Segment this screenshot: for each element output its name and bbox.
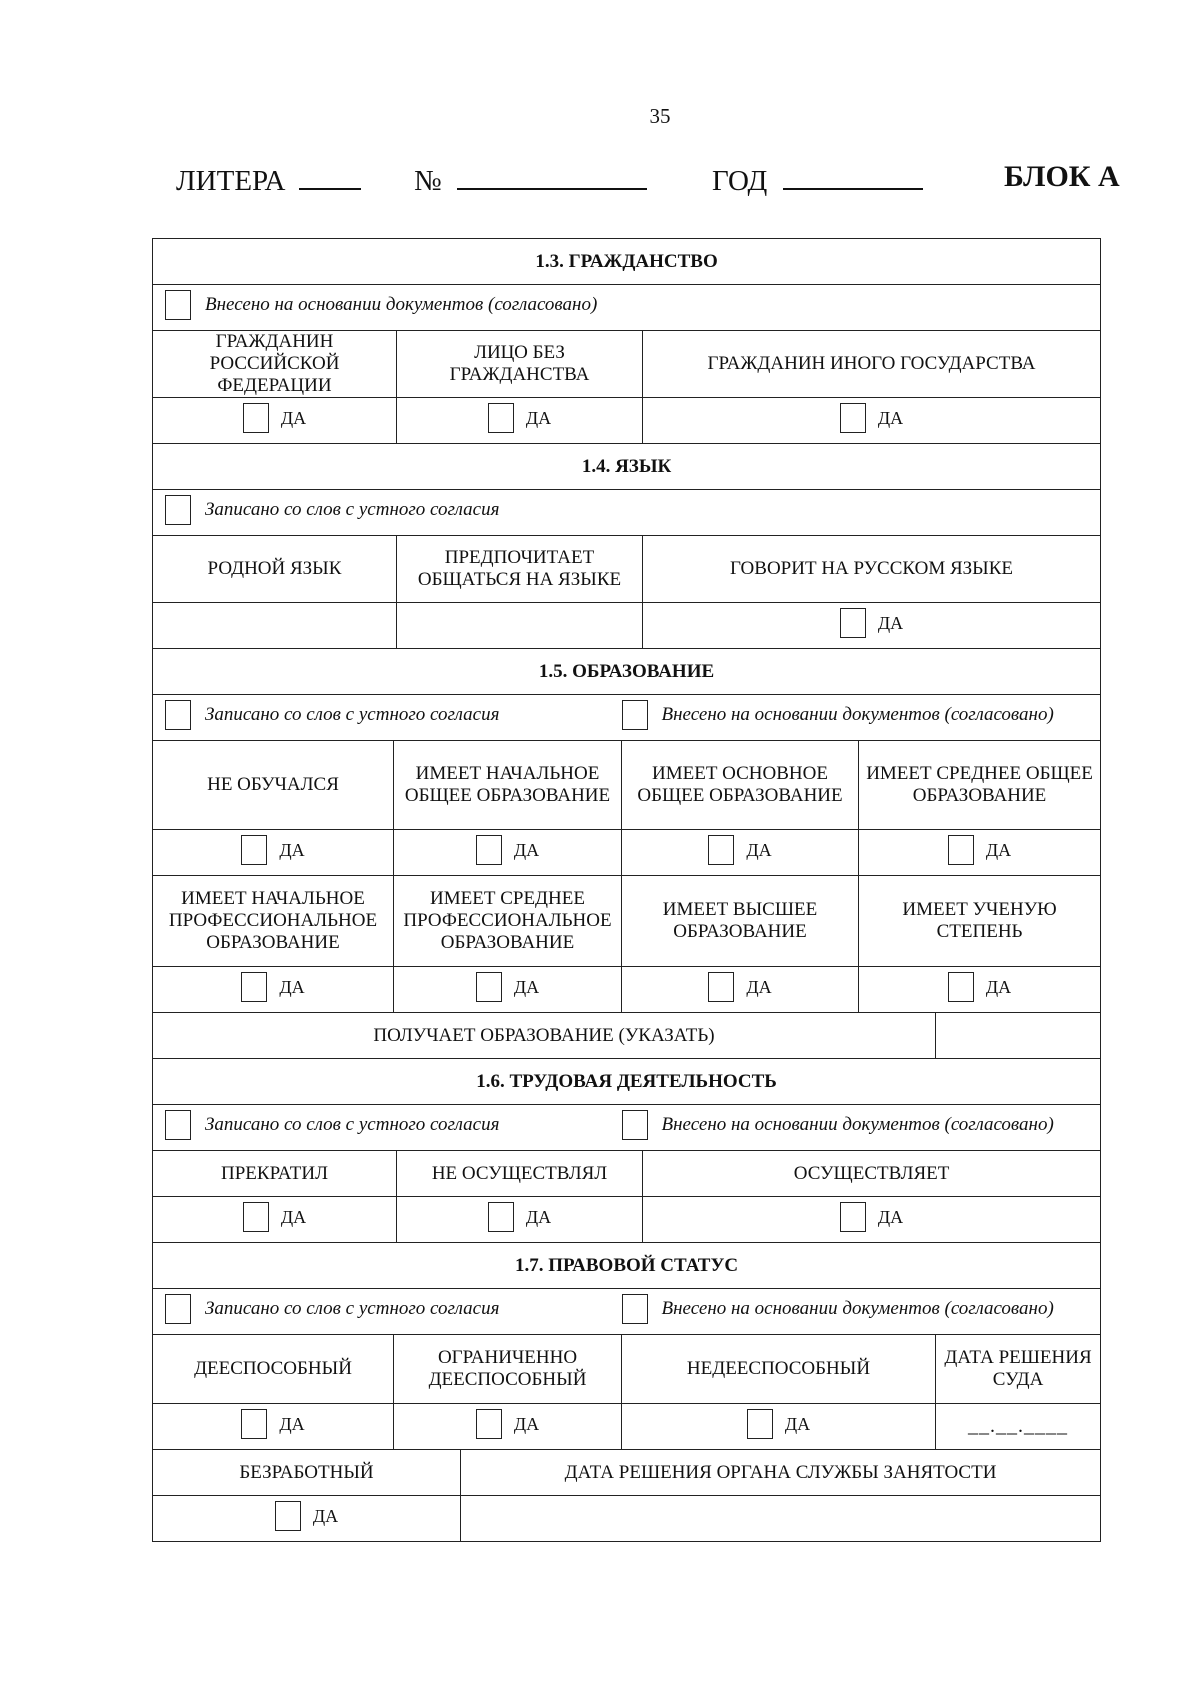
yes-label: ДА: [746, 839, 772, 860]
yes-label: ДА: [279, 976, 305, 997]
education-oral-cell: [153, 695, 622, 741]
employment-service-date-input[interactable]: [461, 1496, 1101, 1542]
legal-status-oral-checkbox[interactable]: [165, 1294, 191, 1324]
higher-education-yes-cell: [622, 967, 859, 1013]
option-russian-citizen: ГРАЖДАНИН РОССИЙСКОЙ ФЕДЕРАЦИИ: [153, 331, 397, 398]
language-oral-checkbox[interactable]: [165, 495, 191, 525]
speaks-russian-yes-cell: [643, 603, 1101, 649]
preferred-language-input[interactable]: [397, 603, 643, 649]
higher-education-yes-checkbox[interactable]: [708, 972, 734, 1002]
litera-label: ЛИТЕРА: [176, 165, 286, 197]
employment-documents-cell: [622, 1105, 1101, 1151]
basic-general-yes-cell: [622, 830, 859, 876]
citizenship-documents-note: Внесено на основании документов (согласовано): [205, 293, 598, 315]
legally-capable-yes-cell: [153, 1404, 394, 1450]
preferred-language-header: ПРЕДПОЧИТАЕТ ОБЩАТЬСЯ НА ЯЗЫКЕ: [397, 536, 643, 603]
option-working: ОСУЩЕСТВЛЯЕТ: [643, 1151, 1101, 1197]
yes-label: ДА: [877, 1206, 904, 1227]
yes-label: ДА: [985, 976, 1012, 997]
yes-label: ДА: [513, 976, 540, 997]
court-decision-date-header: ДАТА РЕШЕНИЯ СУДА: [936, 1335, 1101, 1404]
year-field: [712, 160, 923, 198]
employment-oral-note: Записано со слов с устного согласия: [205, 1113, 500, 1135]
employment-documents-note: Внесено на основании документов (согласовано): [661, 1113, 1054, 1135]
citizenship-documents-checkbox[interactable]: [165, 290, 191, 320]
academic-degree-yes-checkbox[interactable]: [948, 972, 974, 1002]
language-oral-row: [153, 490, 1101, 536]
academic-degree-yes-cell: [859, 967, 1101, 1013]
native-language-header: РОДНОЙ ЯЗЫК: [153, 536, 397, 603]
primary-vocational-yes-cell: [153, 967, 394, 1013]
yes-label: ДА: [513, 839, 540, 860]
education-oral-checkbox[interactable]: [165, 700, 191, 730]
document-header: [0, 160, 1200, 204]
basic-general-yes-checkbox[interactable]: [708, 835, 734, 865]
employment-oral-cell: [153, 1105, 622, 1151]
option-stopped-working: ПРЕКРАТИЛ: [153, 1151, 397, 1197]
education-documents-checkbox[interactable]: [622, 700, 648, 730]
no-education-yes-checkbox[interactable]: [241, 835, 267, 865]
never-worked-yes-checkbox[interactable]: [488, 1202, 514, 1232]
language-oral-note: Записано со слов с устного согласия: [205, 498, 500, 520]
option-stateless: ЛИЦО БЕЗ ГРАЖДАНСТВА: [397, 331, 643, 398]
stateless-yes-checkbox[interactable]: [488, 403, 514, 433]
stopped-working-yes-cell: [153, 1197, 397, 1243]
legal-status-documents-checkbox[interactable]: [622, 1294, 648, 1324]
option-legally-incapable: НЕДЕЕСПОСОБНЫЙ: [622, 1335, 936, 1404]
option-basic-general: ИМЕЕТ ОСНОВНОЕ ОБЩЕЕ ОБРАЗОВАНИЕ: [622, 741, 859, 830]
currently-studying-input[interactable]: [936, 1013, 1101, 1059]
primary-general-yes-checkbox[interactable]: [476, 835, 502, 865]
section-title-citizenship: 1.3. ГРАЖДАНСТВО: [153, 239, 1101, 285]
option-secondary-vocational: ИМЕЕТ СРЕДНЕЕ ПРОФЕССИОНАЛЬНОЕ ОБРАЗОВАНИЕ: [394, 876, 622, 967]
primary-vocational-yes-checkbox[interactable]: [241, 972, 267, 1002]
section-title-language: 1.4. ЯЗЫК: [153, 444, 1101, 490]
education-oral-note: Записано со слов с устного согласия: [205, 703, 500, 725]
yes-label: ДА: [877, 612, 904, 633]
yes-label: ДА: [985, 839, 1012, 860]
never-worked-yes-cell: [397, 1197, 643, 1243]
limited-capacity-yes-checkbox[interactable]: [476, 1409, 502, 1439]
option-primary-vocational: ИМЕЕТ НАЧАЛЬНОЕ ПРОФЕССИОНАЛЬНОЕ ОБРАЗОВАНИЕ: [153, 876, 394, 967]
option-limited-capacity: ОГРАНИЧЕННО ДЕЕСПОСОБНЫЙ: [394, 1335, 622, 1404]
option-higher-education: ИМЕЕТ ВЫСШЕЕ ОБРАЗОВАНИЕ: [622, 876, 859, 967]
stateless-yes-cell: [397, 398, 643, 444]
yes-label: ДА: [280, 407, 307, 428]
speaks-russian-yes-checkbox[interactable]: [840, 608, 866, 638]
number-field: [414, 160, 647, 198]
primary-general-yes-cell: [394, 830, 622, 876]
block-label: БЛОК А: [1004, 160, 1120, 193]
secondary-vocational-yes-cell: [394, 967, 622, 1013]
page-number: 35: [649, 104, 671, 128]
yes-label: ДА: [784, 1413, 811, 1434]
number-input-line[interactable]: [457, 160, 647, 190]
russian-citizen-yes-cell: [153, 398, 397, 444]
education-documents-cell: [622, 695, 1101, 741]
yes-label: ДА: [877, 407, 904, 428]
court-decision-date-input[interactable]: [936, 1404, 1101, 1450]
unemployed-yes-cell: [153, 1496, 461, 1542]
unemployed-yes-checkbox[interactable]: [275, 1501, 301, 1531]
section-title-education: 1.5. ОБРАЗОВАНИЕ: [153, 649, 1101, 695]
option-never-worked: НЕ ОСУЩЕСТВЛЯЛ: [397, 1151, 643, 1197]
yes-label: ДА: [279, 839, 305, 860]
secondary-general-yes-checkbox[interactable]: [948, 835, 974, 865]
yes-label: ДА: [525, 1206, 552, 1227]
employment-service-date-label: ДАТА РЕШЕНИЯ ОРГАНА СЛУЖБЫ ЗАНЯТОСТИ: [461, 1450, 1101, 1496]
stopped-working-yes-checkbox[interactable]: [243, 1202, 269, 1232]
yes-label: ДА: [746, 976, 772, 997]
yes-label: ДА: [279, 1413, 305, 1434]
no-education-yes-cell: [153, 830, 394, 876]
section-title-employment: 1.6. ТРУДОВАЯ ДЕЯТЕЛЬНОСТЬ: [153, 1059, 1101, 1105]
employment-documents-checkbox[interactable]: [622, 1110, 648, 1140]
yes-label: ДА: [312, 1505, 339, 1526]
section-title-legal-status: 1.7. ПРАВОВОЙ СТАТУС: [153, 1243, 1101, 1289]
working-yes-cell: [643, 1197, 1101, 1243]
yes-label: ДА: [280, 1206, 307, 1227]
russian-citizen-yes-checkbox[interactable]: [243, 403, 269, 433]
litera-field: [176, 160, 361, 198]
limited-capacity-yes-cell: [394, 1404, 622, 1450]
legal-status-documents-cell: [622, 1289, 1101, 1335]
legally-incapable-yes-checkbox[interactable]: [747, 1409, 773, 1439]
working-yes-checkbox[interactable]: [840, 1202, 866, 1232]
yes-label: ДА: [513, 1413, 540, 1434]
legal-status-oral-note: Записано со слов с устного согласия: [205, 1297, 500, 1319]
secondary-general-yes-cell: [859, 830, 1101, 876]
native-language-input[interactable]: [153, 603, 397, 649]
legally-incapable-yes-cell: [622, 1404, 936, 1450]
foreign-citizen-yes-checkbox[interactable]: [840, 403, 866, 433]
secondary-vocational-yes-checkbox[interactable]: [476, 972, 502, 1002]
litera-input-line[interactable]: [299, 160, 361, 190]
yes-label: ДА: [525, 407, 552, 428]
education-documents-note: Внесено на основании документов (согласовано): [661, 703, 1054, 725]
speaks-russian-header: ГОВОРИТ НА РУССКОМ ЯЗЫКЕ: [643, 536, 1101, 603]
legally-capable-yes-checkbox[interactable]: [241, 1409, 267, 1439]
legal-status-documents-note: Внесено на основании документов (согласовано): [661, 1297, 1054, 1319]
option-academic-degree: ИМЕЕТ УЧЕНУЮ СТЕПЕНЬ: [859, 876, 1101, 967]
year-label: ГОД: [712, 165, 768, 197]
foreign-citizen-yes-cell: [643, 398, 1101, 444]
questionnaire-form: [152, 238, 1101, 1542]
court-decision-date-blank: __.__.____: [968, 1415, 1069, 1437]
employment-oral-checkbox[interactable]: [165, 1110, 191, 1140]
option-foreign-citizen: ГРАЖДАНИН ИНОГО ГОСУДАРСТВА: [643, 331, 1101, 398]
currently-studying-label: ПОЛУЧАЕТ ОБРАЗОВАНИЕ (УКАЗАТЬ): [153, 1013, 936, 1059]
option-secondary-general: ИМЕЕТ СРЕДНЕЕ ОБЩЕЕ ОБРАЗОВАНИЕ: [859, 741, 1101, 830]
citizenship-documents-row: [153, 285, 1101, 331]
option-no-education: НЕ ОБУЧАЛСЯ: [153, 741, 394, 830]
option-legally-capable: ДЕЕСПОСОБНЫЙ: [153, 1335, 394, 1404]
option-primary-general: ИМЕЕТ НАЧАЛЬНОЕ ОБЩЕЕ ОБРАЗОВАНИЕ: [394, 741, 622, 830]
year-input-line[interactable]: [783, 160, 923, 190]
number-label: №: [414, 165, 442, 197]
unemployed-label: БЕЗРАБОТНЫЙ: [153, 1450, 461, 1496]
legal-status-oral-cell: [153, 1289, 622, 1335]
